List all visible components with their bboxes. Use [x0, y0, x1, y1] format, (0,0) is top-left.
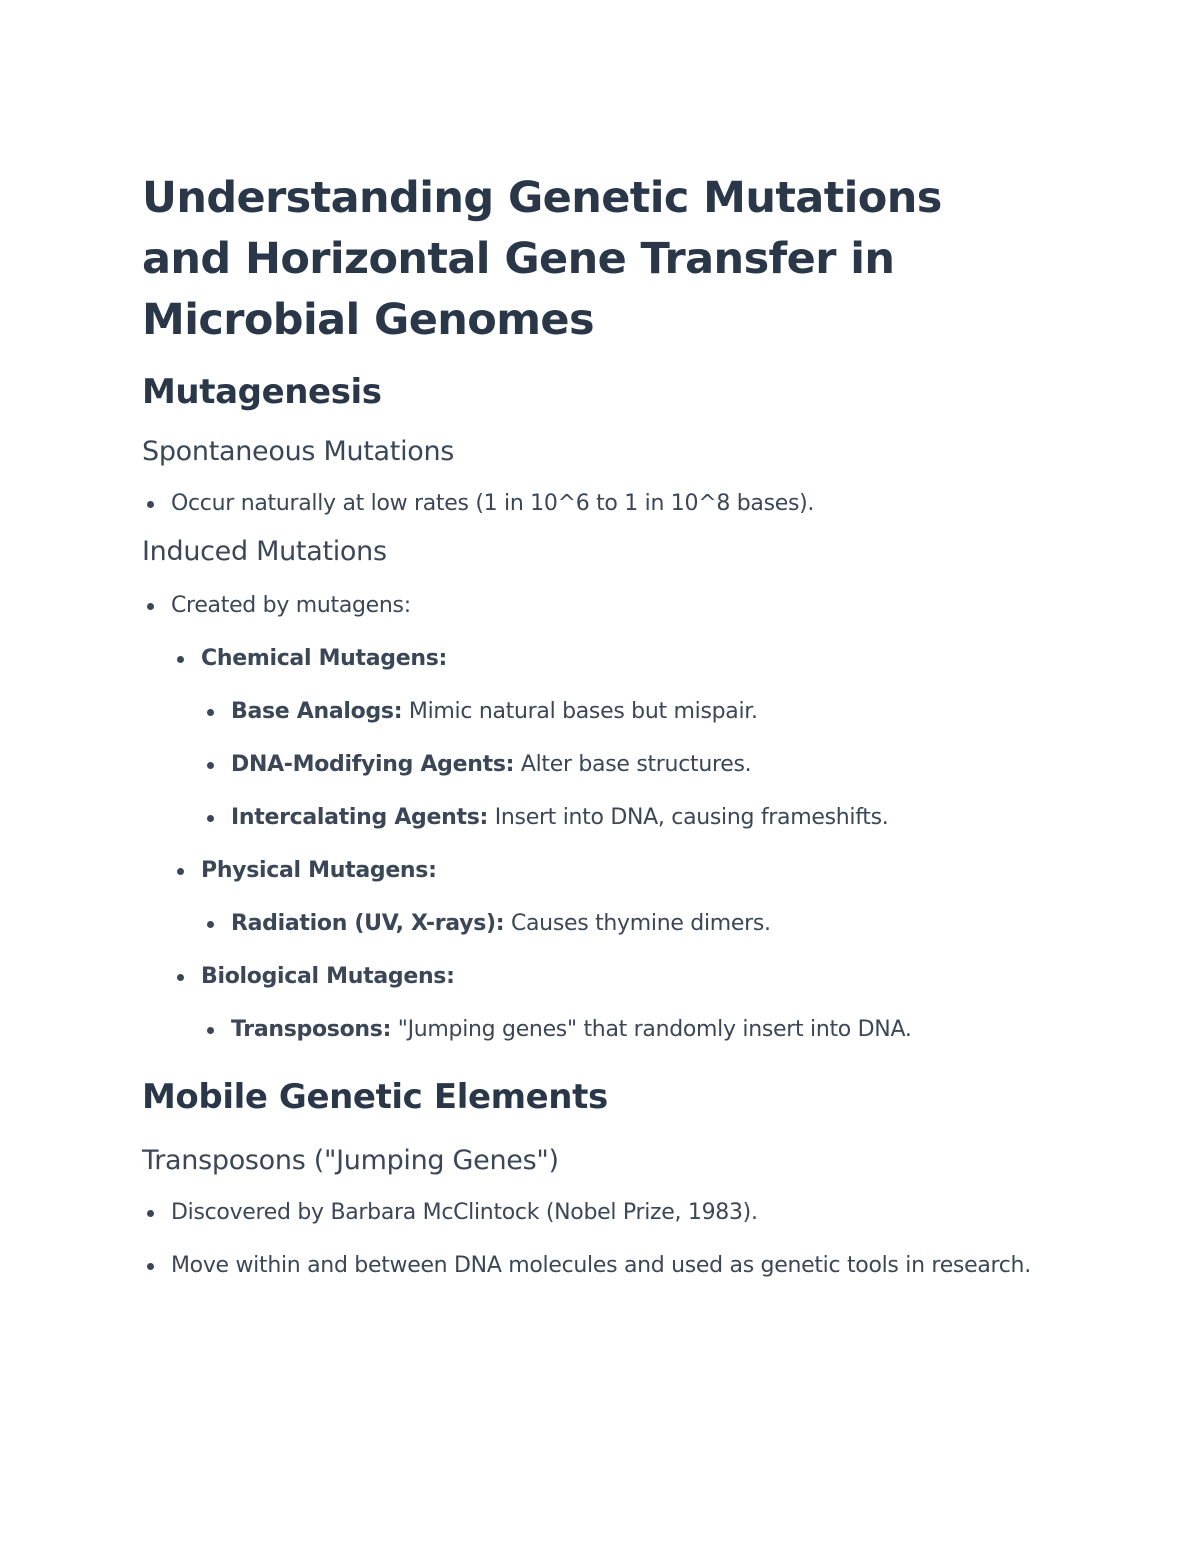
physical-mutagens-list	[201, 904, 1042, 944]
section-heading-mobile-genetic-elements: Mobile Genetic Elements	[142, 1077, 608, 1117]
subheading-induced-mutations: Induced Mutations	[142, 536, 387, 567]
term: DNA-Modifying Agents:	[231, 752, 515, 777]
term: Transposons:	[231, 1017, 392, 1042]
list-item-text: Created by mutagens:	[171, 593, 411, 618]
list-item-label: Biological Mutagens:	[201, 964, 455, 989]
term: Radiation (UV, X-rays):	[231, 911, 505, 936]
definition: "Jumping genes" that randomly insert into DNA.	[391, 1017, 912, 1042]
list-item	[231, 1010, 1042, 1050]
list-item: Move within and between DNA molecules and used as genetic tools in research.	[171, 1246, 1042, 1286]
definition: Mimic natural bases but mispair.	[402, 699, 758, 724]
induced-list	[142, 586, 1042, 1050]
document-title: Understanding Genetic Mutations and Horizontal Gene Transfer in Microbial Genomes	[142, 173, 942, 345]
list-item-label: Physical Mutagens:	[201, 858, 437, 883]
mutagen-types-list	[171, 639, 1042, 1050]
list-item	[231, 745, 1042, 785]
list-item-chemical-mutagens	[201, 639, 1042, 838]
definition: Alter base structures.	[514, 752, 752, 777]
list-item	[231, 692, 1042, 732]
subheading-transposons: Transposons ("Jumping Genes")	[142, 1145, 559, 1176]
spontaneous-list	[142, 484, 1042, 524]
list-item-biological-mutagens	[201, 957, 1042, 1050]
subheading-spontaneous-mutations: Spontaneous Mutations	[142, 436, 455, 467]
list-item	[171, 586, 1042, 1050]
biological-mutagens-list	[201, 1010, 1042, 1050]
definition: Causes thymine dimers.	[504, 911, 771, 936]
list-item-physical-mutagens	[201, 851, 1042, 944]
list-item: Discovered by Barbara McClintock (Nobel Prize, 1983).	[171, 1193, 1042, 1233]
list-item	[231, 904, 1042, 944]
term: Base Analogs:	[231, 699, 403, 724]
chemical-mutagens-list	[201, 692, 1042, 838]
document-page	[142, 168, 1042, 1286]
list-item-label: Chemical Mutagens:	[201, 646, 448, 671]
list-item: Occur naturally at low rates (1 in 10^6 to 1 in 10^8 bases).	[171, 484, 1042, 524]
transposons-list	[142, 1193, 1042, 1286]
list-item	[231, 798, 1042, 838]
section-heading-mutagenesis: Mutagenesis	[142, 372, 382, 412]
term: Intercalating Agents:	[231, 805, 489, 830]
definition: Insert into DNA, causing frameshifts.	[488, 805, 889, 830]
